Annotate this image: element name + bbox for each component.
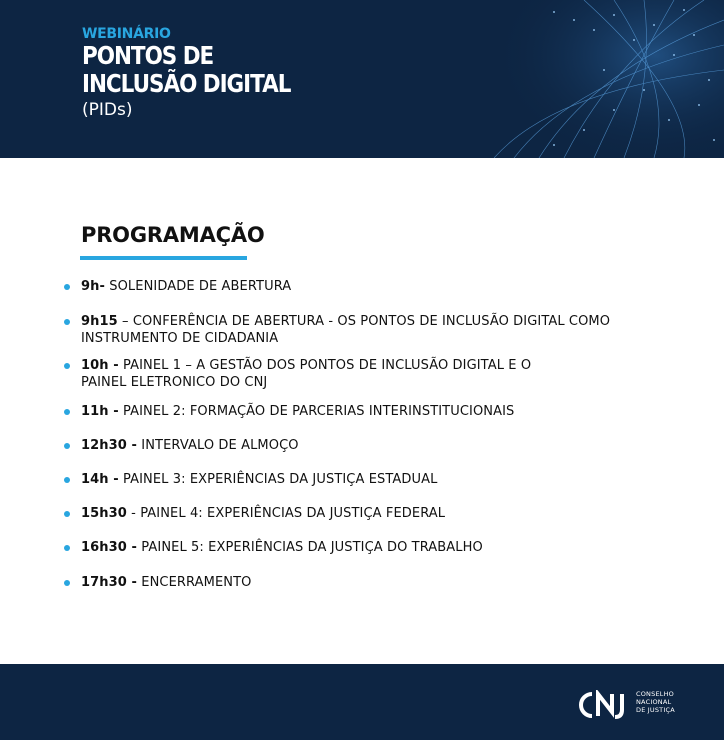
logo-line-2: NACIONAL — [636, 698, 672, 706]
bullet-icon — [64, 409, 70, 415]
agenda-time: 14h - — [81, 472, 119, 487]
cnj-logo — [578, 690, 634, 720]
agenda-text: PAINEL 3: EXPERIÊNCIAS DA JUSTIÇA ESTADUAL — [118, 472, 438, 487]
subtitle: (PIDs) — [82, 100, 133, 120]
program-title: PROGRAMAÇÃO — [81, 223, 265, 247]
bullet-icon — [64, 443, 70, 449]
agenda-time: 12h30 - — [81, 438, 138, 453]
title-line-2: INCLUSÃO DIGITAL — [82, 69, 291, 98]
agenda-text: PAINEL 2: FORMAÇÃO DE PARCERIAS INTERINSTITUCIONAIS — [118, 404, 515, 419]
logo-line-3: DE JUSTIÇA — [636, 706, 675, 714]
agenda-time: 15h30 — [81, 506, 127, 521]
header-banner — [0, 0, 724, 158]
agenda-time: 16h30 - — [81, 540, 138, 555]
agenda-text-line-2: PAINEL ELETRONICO DO CNJ — [81, 375, 268, 390]
bullet-icon — [64, 477, 70, 483]
agenda-time: 9h15 — [81, 314, 118, 329]
agenda-text: SOLENIDADE DE ABERTURA — [105, 279, 292, 294]
network-graphic — [494, 0, 724, 158]
agenda-text: ENCERRAMENTO — [137, 575, 252, 590]
program-title-underline — [80, 256, 247, 260]
agenda-text: INTERVALO DE ALMOÇO — [137, 438, 299, 453]
bullet-icon — [64, 545, 70, 551]
eyebrow-label: WEBINÁRIO — [82, 26, 171, 42]
agenda-time: 11h - — [81, 404, 119, 419]
logo-line-1: CONSELHO — [636, 690, 674, 698]
title-line-1: PONTOS DE — [82, 41, 214, 70]
agenda-time: 17h30 - — [81, 575, 138, 590]
bullet-icon — [64, 284, 70, 290]
bullet-icon — [64, 511, 70, 517]
bullet-icon — [64, 363, 70, 369]
agenda-text-line-2: INSTRUMENTO DE CIDADANIA — [81, 331, 279, 346]
agenda-time: 9h- — [81, 279, 105, 294]
agenda-text: PAINEL 5: EXPERIÊNCIAS DA JUSTIÇA DO TRABALHO — [137, 540, 483, 555]
bullet-icon — [64, 319, 70, 325]
cnj-logo-text — [636, 690, 675, 714]
agenda-text: – CONFERÊNCIA DE ABERTURA - OS PONTOS DE INCLUSÃO DIGITAL COMO — [117, 314, 611, 329]
agenda-time: 10h - — [81, 358, 119, 373]
agenda-text: - PAINEL 4: EXPERIÊNCIAS DA JUSTIÇA FEDERAL — [126, 506, 446, 521]
bullet-icon — [64, 580, 70, 586]
webinar-titles — [82, 26, 324, 120]
agenda-text: PAINEL 1 – A GESTÃO DOS PONTOS DE INCLUSÃO DIGITAL E O — [118, 358, 532, 373]
